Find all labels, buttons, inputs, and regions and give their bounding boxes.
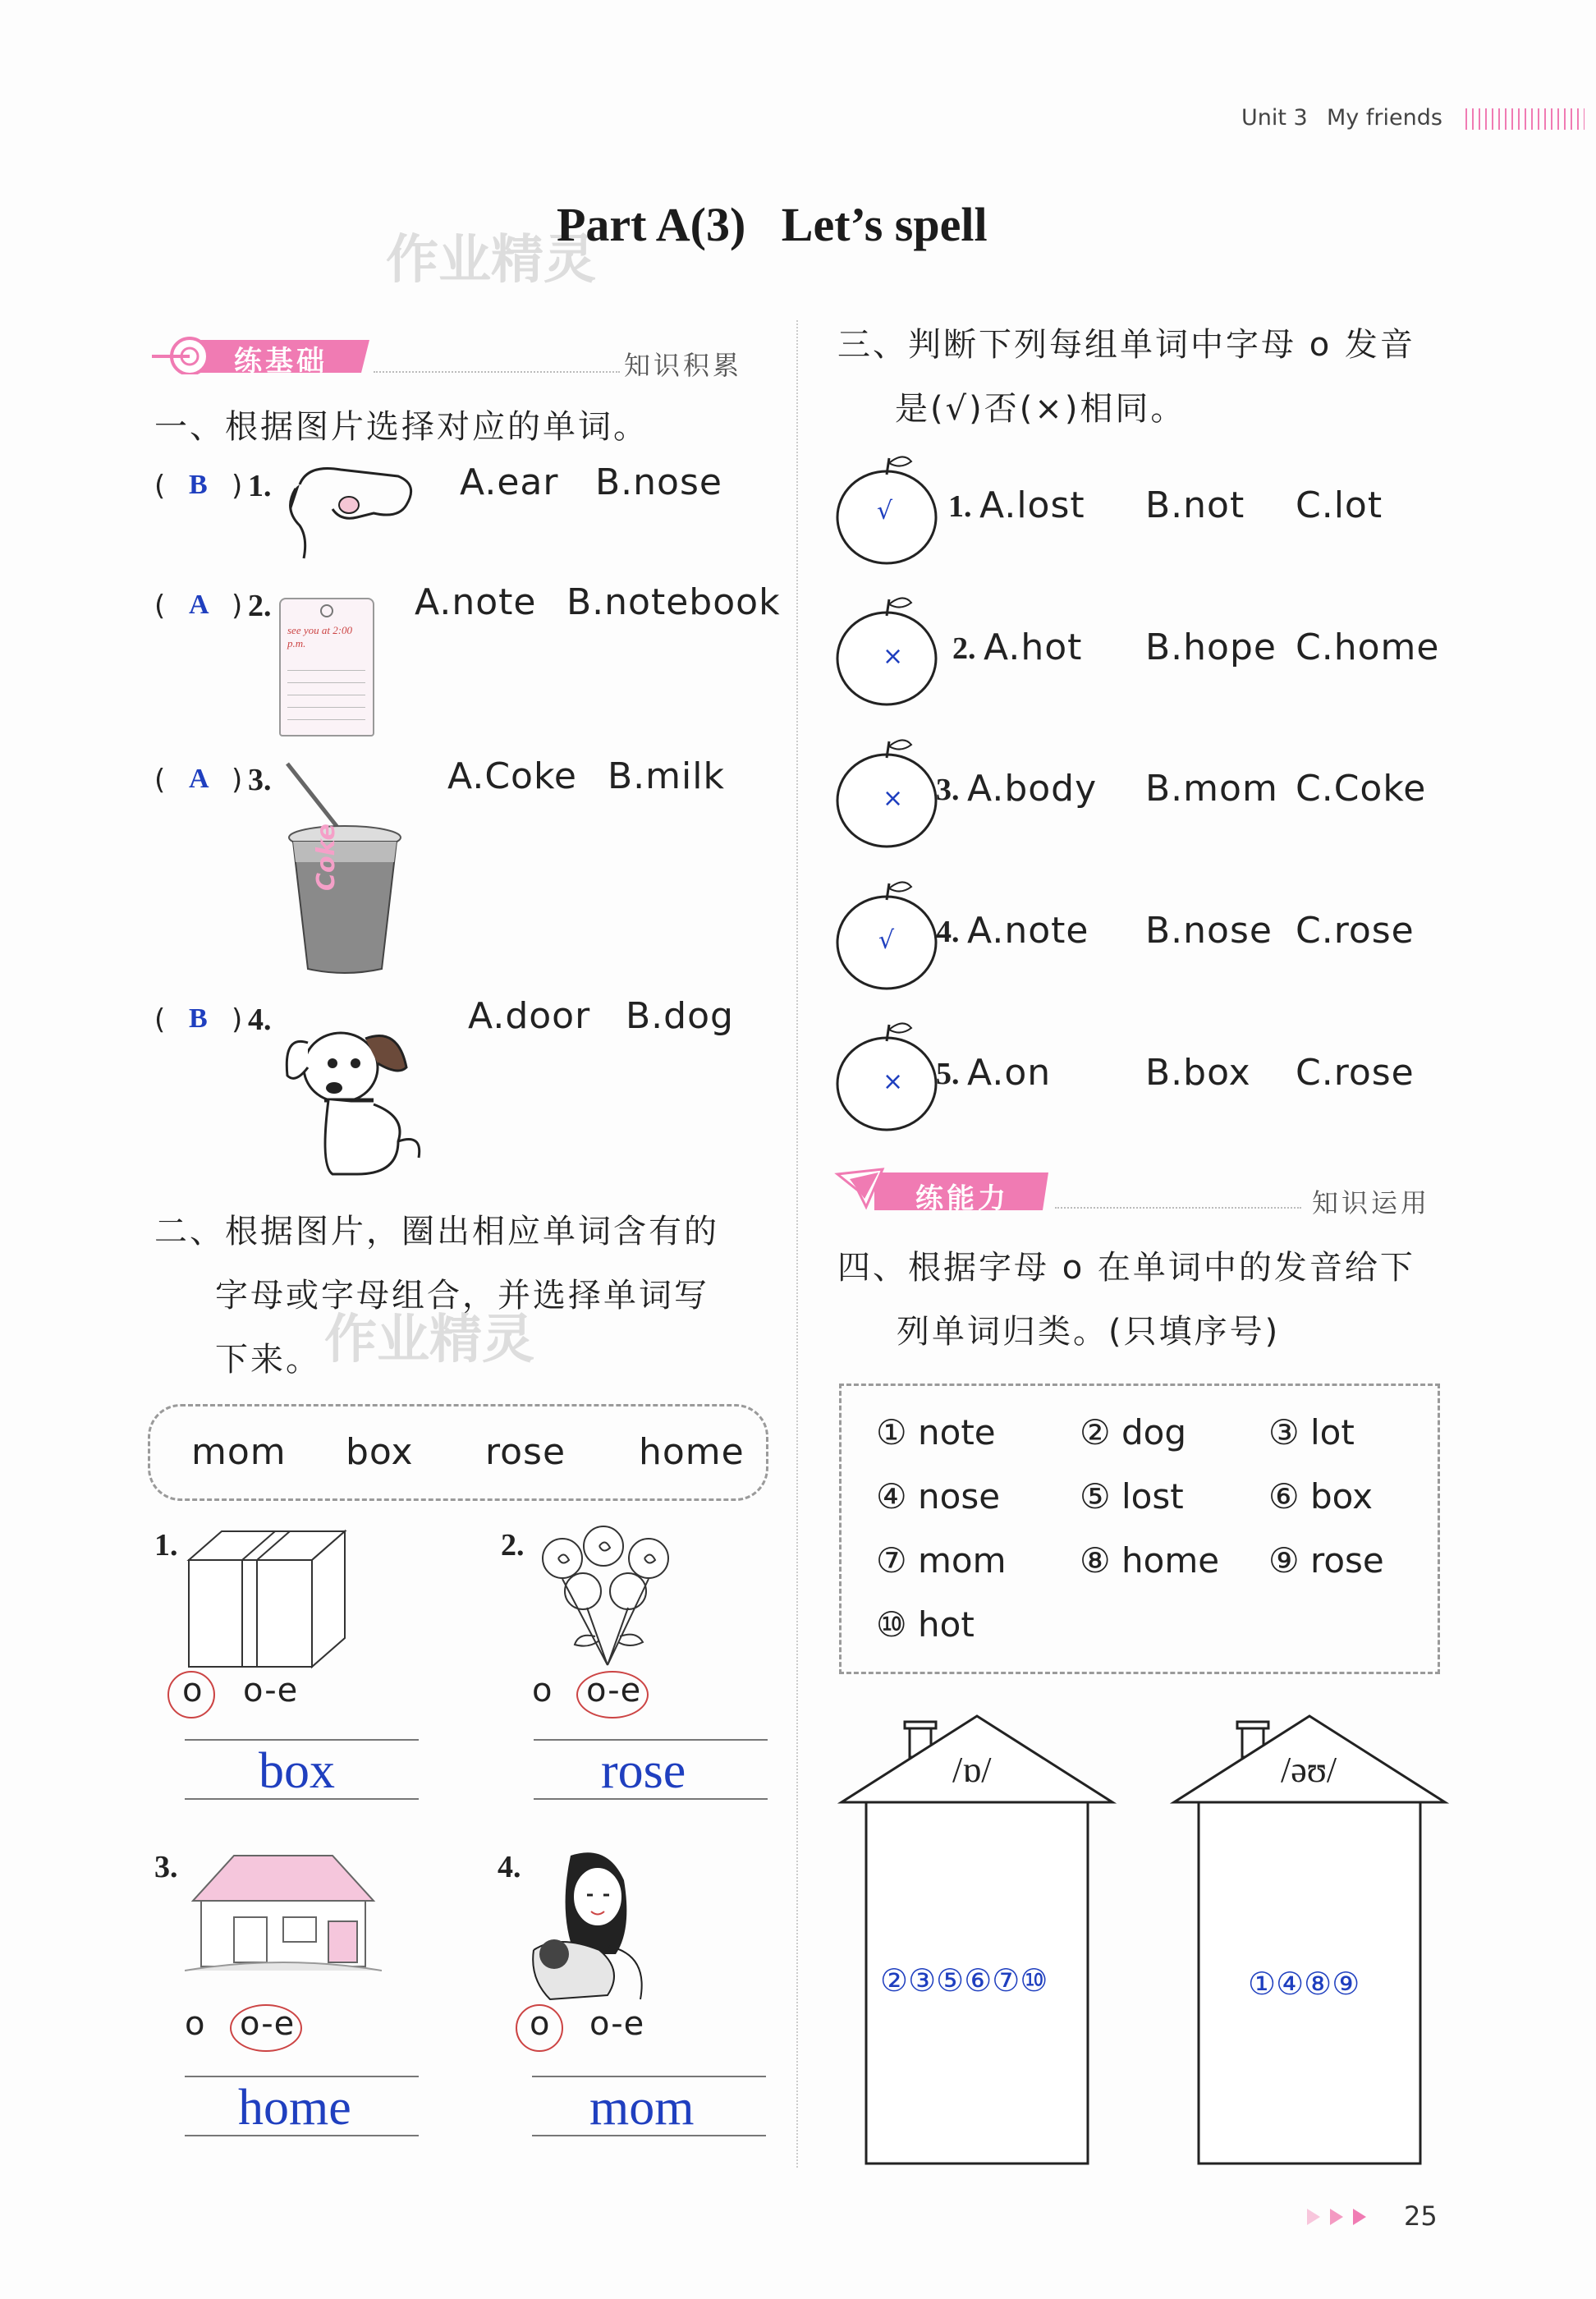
item-number: 5. [936,1057,960,1091]
box-picture [185,1527,349,1671]
word-option: home [639,1431,745,1473]
option-c: C.home [1296,626,1440,668]
paren-open: ( [154,590,166,622]
paren-open: ( [154,1003,166,1036]
option-o: o [185,2005,206,2043]
written-answer: home [238,2080,351,2136]
answer-4: B [189,1003,208,1034]
option-oe: o-e [243,1672,299,1709]
sort-word: ⑧ home [1080,1540,1220,1581]
paren-close: ) [232,470,243,502]
section-ability-tag: 知识运用 [1312,1187,1431,1218]
forward-arrows-icon [1305,2205,1383,2229]
option-a: A.body [967,768,1098,810]
watermark-mid: 作业精灵 [324,1310,534,1370]
cup-label: Coke [312,824,341,891]
sort-word: ② dog [1080,1412,1187,1452]
nose-picture [275,460,423,567]
tag-hole [320,604,333,617]
part1-heading: 一、根据图片选择对应的单词。 [154,408,649,446]
option-a: A.note [415,581,537,623]
page-title: Part A(3) Let’s spell [557,198,988,251]
paren-close: ) [232,590,243,622]
sort-word: ⑨ rose [1268,1540,1384,1581]
judge-mark: √ [877,497,893,525]
section-ability-dots [1055,1207,1301,1209]
section-ability-label: 练能力 [915,1182,1009,1215]
note-tag-picture [279,598,374,737]
option-a: A.ear [460,461,559,503]
option-c: C.rose [1296,910,1415,952]
part4-heading-1: 四、根据字母 o 在单词中的发音给下 [837,1249,1415,1287]
tag-lines [287,658,365,724]
part2-heading-3: 下来。 [215,1341,321,1379]
header-unit: Unit 3 [1241,105,1308,131]
coke-cup-picture [283,759,406,977]
option-a: A.hot [984,626,1083,668]
write-line-top [534,1739,768,1741]
part2-heading-2: 字母或字母组合，并选择单词写 [215,1277,709,1315]
part3-heading-2: 是(√)否(×)相同。 [895,390,1186,428]
section-basic-dots [374,371,620,373]
paren-open: ( [154,470,166,502]
phonetic-label: /ɒ/ [952,1750,992,1790]
phonetic-label: /əʊ/ [1281,1750,1337,1790]
part4-heading-2: 列单词归类。(只填序号) [897,1313,1281,1351]
sort-word: ① note [876,1412,996,1452]
item-number: 2. [501,1528,525,1562]
option-b: B.mom [1145,768,1278,810]
option-b: B.notebook [566,581,781,623]
dog-picture [275,1018,431,1182]
option-b: B.milk [608,755,725,797]
option-a: A.door [468,995,591,1037]
column-divider [796,320,798,2168]
judge-mark: × [883,784,904,813]
option-a: A.Coke [447,755,577,797]
section-ability [833,1166,1051,1215]
house-answer: ②③⑤⑥⑦⑩ [880,1962,1048,1998]
option-a: A.on [967,1052,1052,1094]
item-number: 2. [952,631,976,666]
word-option: box [346,1431,414,1473]
sort-word: ⑩ hot [876,1604,975,1645]
word-option: rose [485,1431,566,1473]
section-basic-label: 练基础 [234,345,328,378]
item-number: 4. [936,915,960,949]
sort-word: ⑤ lost [1080,1476,1184,1517]
judge-mark: × [883,642,904,671]
word-option: mom [191,1431,287,1473]
item-number: 2. [248,589,272,623]
option-b: B.nose [595,461,722,503]
sort-word: ⑦ mom [876,1540,1007,1581]
judge-mark: √ [878,926,895,955]
mom-baby-picture [525,1847,665,2003]
option-b: B.nose [1145,910,1273,952]
option-c: C.lot [1296,484,1383,526]
part3-heading-1: 三、判断下列每组单词中字母 o 发音 [837,326,1415,364]
tag-text: see you at 2:00 p.m. [287,624,353,649]
option-o: o [530,2005,551,2043]
option-b: B.dog [626,995,734,1037]
item-number: 1. [248,469,272,503]
watermark-top: 作业精灵 [386,230,596,291]
sort-word: ③ lot [1268,1412,1355,1452]
word-box [148,1404,768,1501]
write-line-top [185,2076,419,2077]
sort-word: ⑥ box [1268,1476,1373,1517]
item-number: 4. [498,1850,521,1884]
option-c: C.rose [1296,1052,1415,1094]
written-answer: box [259,1743,335,1799]
item-number: 3. [154,1850,178,1884]
part2-heading-1: 二、根据图片，圈出相应单词含有的 [154,1213,719,1250]
option-o: o [182,1672,204,1709]
option-oe: o-e [589,2005,645,2043]
answer-1: B [189,470,208,500]
write-line-top [532,2076,766,2077]
item-number: 4. [248,1003,272,1037]
item-number: 1. [154,1528,178,1562]
option-oe: o-e [586,1672,642,1709]
option-b: B.not [1145,484,1245,526]
house-answer: ①④⑧⑨ [1248,1966,1360,2002]
item-number: 1. [948,489,972,524]
header-topic: My friends [1327,105,1442,131]
option-a: A.lost [979,484,1085,526]
sort-word: ④ nose [876,1476,1001,1517]
written-answer: mom [589,2080,695,2136]
page-number: 25 [1404,2200,1438,2232]
header-stripes [1465,108,1585,130]
option-b: B.box [1145,1052,1251,1094]
sort-word-box [839,1384,1440,1674]
written-answer: rose [601,1743,686,1799]
paren-open: ( [154,764,166,796]
section-basic [152,335,369,378]
option-c: C.Coke [1296,768,1427,810]
item-number: 3. [248,763,272,797]
option-oe: o-e [240,2005,296,2043]
option-o: o [532,1672,553,1709]
judge-mark: × [883,1067,904,1096]
paren-close: ) [232,1003,243,1036]
answer-3: A [189,764,209,794]
section-basic-tag: 知识积累 [624,350,743,381]
option-a: A.note [967,910,1089,952]
house-picture [185,1852,382,1975]
rose-picture [530,1526,686,1669]
item-number: 3. [936,773,960,807]
paren-close: ) [232,764,243,796]
answer-2: A [189,590,209,620]
write-line-top [185,1739,419,1741]
option-b: B.hope [1145,626,1277,668]
